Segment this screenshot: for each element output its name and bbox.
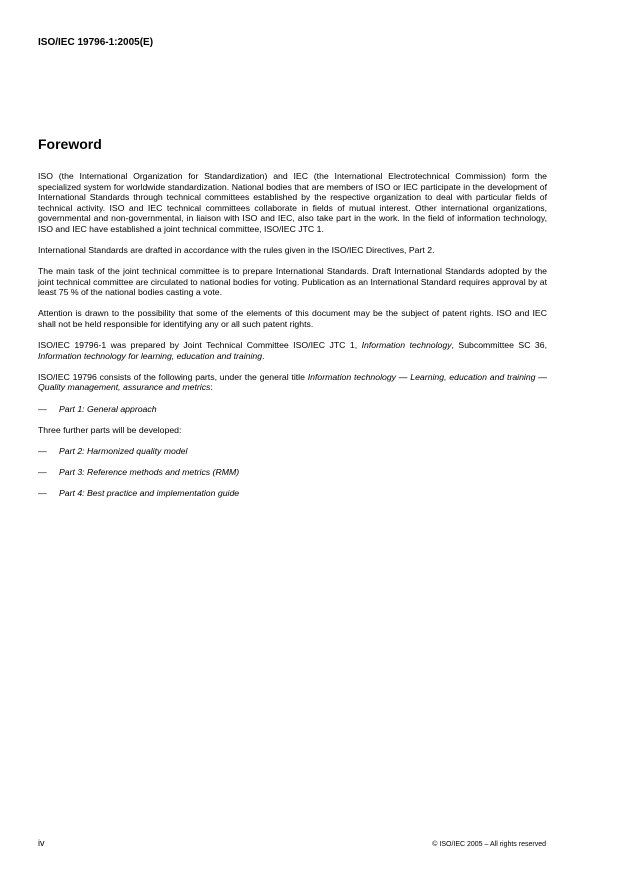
paragraph-iso-iec-intro: ISO (the International Organization for Standardization) and IEC (the International Electrotechnical Commission) form the specialized system for worldwide standardization. National bodies that are members of ISO or IEC participate in the development of International Standards through technical committees established by the respective organization to deal with particular fields of technical activity. ISO and IEC technical committees collaborate in fields of mutual interest. Other international organizations, governmental and non-governmental, in liaison with ISO and IEC, also take part in the work. In the field of information technology, ISO and IEC have established a joint technical committee, ISO/IEC JTC 1. xyxy=(38,171,547,234)
paragraph-prepared-by xyxy=(38,340,547,361)
general-title: Information technology — Learning, education and training — Quality management, assurance and metrics xyxy=(38,371,547,393)
prepared-by-middle: , Subcommittee SC 36, xyxy=(451,340,547,351)
paragraph-further-parts: Three further parts will be developed: xyxy=(38,424,182,435)
parts-intro-end: : xyxy=(210,382,213,393)
subcommittee-name: Information technology for learning, education and training xyxy=(38,350,263,361)
foreword-body xyxy=(38,171,547,509)
prepared-by-lead: ISO/IEC 19796-1 was prepared by Joint Technical Committee ISO/IEC JTC 1, xyxy=(38,340,358,351)
part-title: Part 4: Best practice and implementation guide xyxy=(59,487,240,498)
part-title: Part 2: Harmonized quality model xyxy=(59,445,188,456)
page-number: iv xyxy=(38,838,45,848)
dash-bullet: — xyxy=(38,466,47,477)
dash-bullet: — xyxy=(38,403,47,414)
committee-name: Information technology xyxy=(361,340,452,351)
dash-bullet: — xyxy=(38,487,47,498)
paragraph-parts-list-intro xyxy=(38,372,547,393)
part-title: Part 1: General approach xyxy=(59,403,157,414)
list-item xyxy=(38,404,547,415)
copyright-notice: © ISO/IEC 2005 – All rights reserved xyxy=(432,841,546,848)
paragraph-main-task: The main task of the joint technical committee is to prepare International Standards. Draft International Standards adopted by the joint technical committee are circulated to national bodies for voting. Publication as an International Standard requires approval by at least 75 % of the national bodies casting a vote. xyxy=(38,266,547,298)
document-id: ISO/IEC 19796-1:2005(E) xyxy=(38,37,154,48)
dash-bullet: — xyxy=(38,445,47,456)
prepared-by-end: . xyxy=(262,350,265,361)
page-title: Foreword xyxy=(38,136,102,152)
parts-intro-lead: ISO/IEC 19796 consists of the following parts, under the general title xyxy=(38,371,305,382)
paragraph-directives: International Standards are drafted in accordance with the rules given in the ISO/IEC Directives, Part 2. xyxy=(38,245,435,256)
part-title: Part 3: Reference methods and metrics (RMM) xyxy=(59,466,240,477)
list-item xyxy=(38,467,547,478)
paragraph-patent-rights: Attention is drawn to the possibility that some of the elements of this document may be the subject of patent rights. ISO and IEC shall not be held responsible for identifying any or all such patent rights. xyxy=(38,308,547,330)
list-item xyxy=(38,446,547,457)
list-item xyxy=(38,488,547,499)
